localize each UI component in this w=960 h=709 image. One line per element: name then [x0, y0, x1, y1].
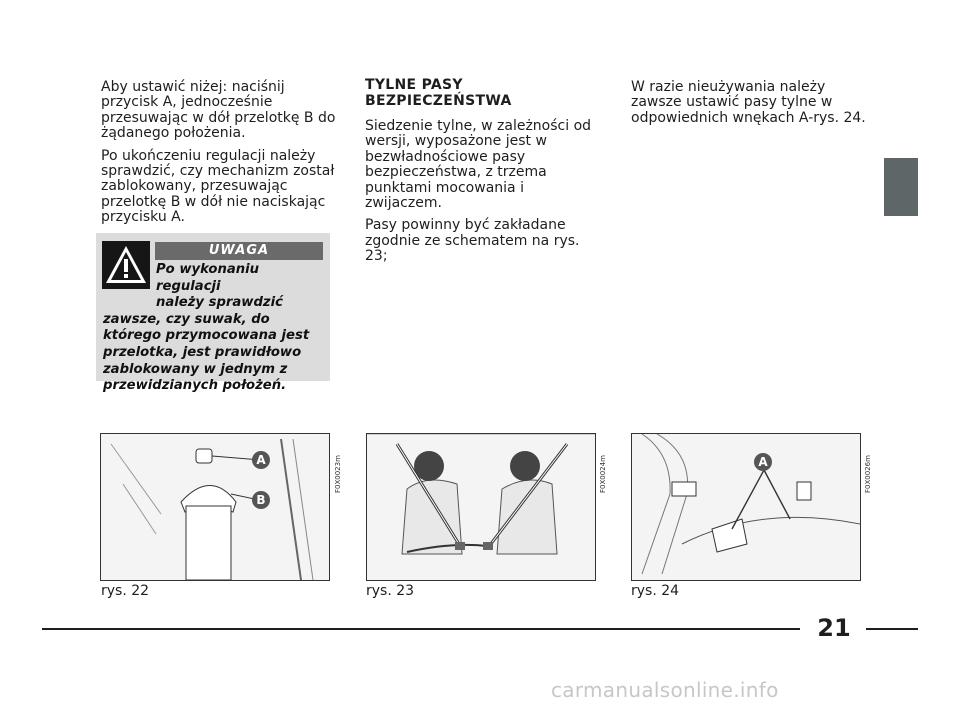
page-number: 21 — [817, 614, 851, 642]
column-1 — [101, 80, 336, 233]
warning-title: UWAGA — [155, 242, 323, 260]
figure-24-stowed-seatbelts — [631, 433, 861, 581]
column-2 — [365, 77, 600, 272]
figure-24-code: F0X0026m — [864, 455, 872, 493]
figure-22-caption: rys. 22 — [101, 583, 150, 599]
warning-text — [103, 262, 325, 395]
section-tab — [884, 158, 918, 216]
figure-22-seatbelt-height-adjuster — [100, 433, 330, 581]
figure-24-caption: rys. 24 — [631, 583, 680, 599]
figure-22-code: F0X0023m — [334, 455, 342, 493]
watermark: carmanualsonline.info — [551, 678, 779, 702]
figure-23-code: F0X0024m — [599, 455, 607, 493]
figure-24-label-a: A — [754, 453, 772, 471]
column-3 — [631, 80, 866, 133]
figure-22-label-b: B — [252, 491, 270, 509]
figure-23-caption: rys. 23 — [366, 583, 415, 599]
section-heading: TYLNE PASY BEZPIECZEŃSTWA — [365, 77, 512, 109]
col3-paragraph-1: W razie nieużywania należy zawsze ustawić pasy tylne w odpowiednich wnękach A-rys. 24. — [631, 79, 866, 126]
warning-text-rest: zawsze, czy suwak, do którego przymocowana jest przelotka, jest prawidłowo zablokowany w jednym z przewidzianych położeń. — [103, 311, 310, 394]
col1-paragraph-1: Aby ustawić niżej: naciśnij przycisk A, jednocześnie przesuwając w dół przelotkę B do żądanego położenia. — [101, 79, 336, 142]
col1-paragraph-2: Po ukończeniu regulacji należy sprawdzić, czy mechanizm został zablokowany, przesuwając przelotkę B w dół nie naciskając przycisku A. — [101, 147, 335, 226]
figure-22-label-a: A — [252, 451, 270, 469]
col2-paragraph-1: Siedzenie tylne, w zależności od wersji, wyposażone jest w bezwładnościowe pasy bezpieczeństwa, z trzema punktami mocowania i zwijaczem. — [365, 118, 592, 212]
col2-paragraph-2: Pasy powinny być zakładane zgodnie ze schematem na rys. 23; — [365, 217, 580, 265]
footer-rule-right — [866, 628, 918, 630]
warning-text-line-1: Po wykonaniu regulacji — [156, 262, 260, 294]
figure-23-rear-seatbelts — [366, 433, 596, 581]
warning-box — [96, 233, 330, 394]
warning-text-line-2: należy sprawdzić — [156, 295, 283, 311]
footer-rule-left — [42, 628, 800, 630]
